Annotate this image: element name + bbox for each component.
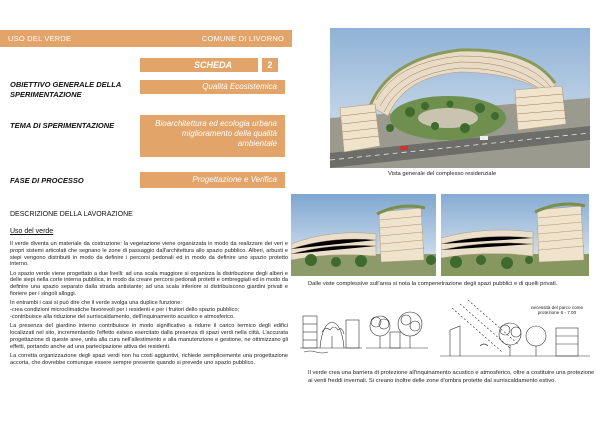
sketch-tree-row: [366, 302, 428, 358]
body-paragraph: -contribuisce alla riduzione del surriscaldamento, dell'inquinamento acustico e atmosferico.: [10, 313, 235, 320]
render-view-right: [441, 194, 589, 276]
field-label-theme: TEMA DI SPERIMENTAZIONE: [10, 121, 115, 130]
sketches-caption: Il verde crea una barriera di protezione all'inquinamento acustico e atmosferico, oltre a costituire una protezione ai venti freddi invernali. Si creano inoltre delle zone d'ombra protette dal surriscaldamento estivo.: [308, 370, 595, 384]
body-paragraph: La presenza del giardino interno contribuisce in modo significativo a ridurre il carico termico degli edifici localizzati nel sito, incrementando l'effetto esteso esercitato dalla presenza di spazi verdi nella città. L'accurata progettazione di queste aree, unita alla cura nell'allestimento e alla manutenzione e gestione, ne ottimizzano gli effetti, portando anche ad una partecipazione attiva dei residenti.: [10, 323, 288, 350]
body-paragraph: Lo spazio verde viene progettato a due livelli: ad una scala maggiore si organizza la distribuzione degli alberi e delle siepi nella corte interna pubblica, in modo da creare percorsi pedonali protetti e ombreggiati ed in modo da definire una spazio separato dalla strada antistante; ad una scala inferiore si distribuiscono giardini privati e fioriere per i singoli alloggi.: [10, 270, 288, 298]
body-text: [10, 241, 288, 369]
body-paragraph: La corretta organizzazione degli spazi verdi non ha costi aggiuntivi, richiede semplicemente una progettazione accorta, che dovrebbe comunque essere sempre presente quando si prevede uno spazio pubblico.: [10, 352, 288, 366]
body-paragraph: Il verde diventa un materiale da costruzione: la vegetazione viene organizzata in modo da realizzare dei veri e propri sistemi articolati che segnano le zone di passaggio dall'architettura allo spazio pubblico. Alberi, arbusti e siepi vengono distribuiti in modo da definire i percorsi pedonali ed in modo da definire uno spazio protetto interno.: [10, 241, 288, 268]
sketch-hedge-barrier: [300, 302, 362, 358]
header-bar: [0, 30, 292, 47]
render-view-left: [291, 194, 436, 276]
scheda-number: 2: [262, 58, 278, 72]
main-aerial-render: [330, 28, 590, 168]
scheda-label: SCHEDA: [140, 58, 258, 72]
field-label-phase: FASE DI PROCESSO: [10, 176, 84, 185]
pair-photos-caption: Dalle viste complessive sull'area si nota la compenetrazione degli spazi pubblici e di quelli privati.: [308, 281, 558, 287]
main-photo-caption: Vista generale del complesso residenziale: [388, 171, 497, 177]
header-right-label: COMUNE DI LIVORNO: [201, 34, 284, 43]
section-subtitle: Uso del verde: [10, 228, 54, 235]
field-label-objective: OBIETTIVO GENERALE DELLA SPERIMENTAZIONE: [10, 80, 121, 99]
sketch-note: necessità del parco come protezione 6 - 7.00: [530, 305, 584, 316]
header-left-label: USO DEL VERDE: [8, 34, 72, 43]
field-value-theme: Bioarchitettura ed ecologia urbana miglioramento della qualità ambientale: [140, 115, 285, 157]
section-title: DESCRIZIONE DELLA LAVORAZIONE: [10, 211, 133, 218]
body-paragraph: -crea condizioni microclimatiche favorevoli per i residenti e per i fruitori dello spazio pubblico;: [10, 307, 240, 314]
body-paragraph: In entrambi i casi si può dire che il verde svolga una duplice funzione:: [10, 300, 182, 307]
field-value-objective: Qualità Ecosistemica: [140, 80, 285, 94]
field-value-phase: Progettazione e Verifica: [140, 172, 285, 188]
